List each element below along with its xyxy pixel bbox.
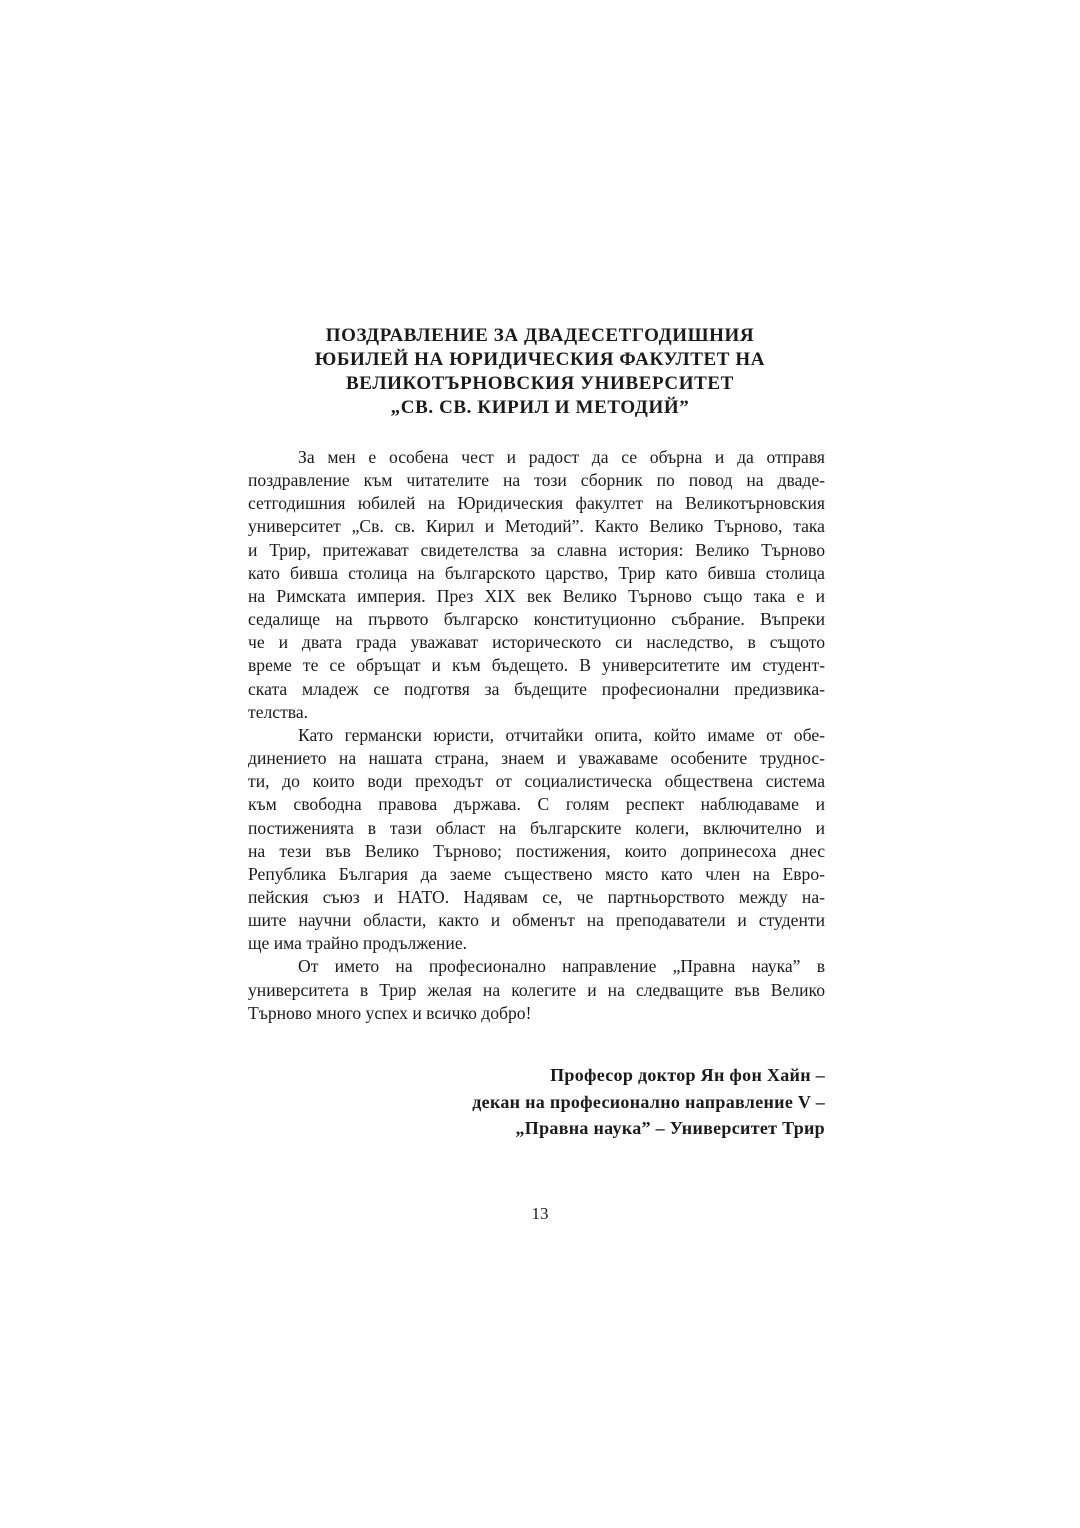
signature-line: Професор доктор Ян фон Хайн –	[550, 1065, 825, 1085]
paragraph-2	[248, 724, 825, 956]
text-line: време те се обръщат и към бъдещето. В университетите им студент-	[248, 655, 825, 676]
text-line: на Римската империя. През XIX век Велико Търново също така е и	[248, 585, 825, 606]
text-line: Търново много успех и всичко добро!	[248, 1002, 532, 1023]
signature-line: декан на професионално направление V –	[472, 1091, 825, 1112]
text-line: От името на професионално направление „Правна наука” в	[298, 956, 825, 977]
text-line: ската младеж се подготвя за бъдещите професионални предизвика-	[248, 678, 825, 699]
signature-block	[380, 1062, 825, 1142]
title-line: ВЕЛИКОТЪРНОВСКИЯ УНИВЕРСИТЕТ	[346, 373, 734, 394]
text-line: телства.	[248, 701, 309, 722]
title-line: ЮБИЛЕЙ НА ЮРИДИЧЕСКИЯ ФАКУЛТЕТ НА	[314, 349, 766, 370]
text-line: и Трир, притежават свидетелства за славна история: Велико Търново	[248, 539, 825, 560]
text-line: университета в Трир желая на колегите и на следващите във Велико	[248, 979, 825, 1000]
signature-line: „Правна наука” – Университет Трир	[515, 1118, 825, 1138]
body-text	[248, 446, 825, 1025]
text-line: университет „Св. св. Кирил и Методий”. Както Велико Търново, така	[248, 516, 825, 537]
text-line: Република България да заеме съществено място като член на Евро-	[248, 863, 825, 884]
text-line: ти, до които води преходът от социалистическа обществена система	[248, 771, 825, 792]
text-line: към свободна правова държава. С голям респект наблюдаваме и	[248, 794, 825, 815]
text-line: на тези във Велико Търново; постижения, които допринесоха днес	[248, 840, 825, 861]
text-line: поздравление към читателите на този сборник по повод на дваде-	[248, 470, 825, 491]
text-line: постиженията в тази област на българските колеги, включително и	[248, 817, 825, 838]
text-line: ще има трайно продължение.	[248, 933, 468, 954]
text-line: Като германски юристи, отчитайки опита, който имаме от обе-	[298, 724, 825, 745]
text-line: че и двата града уважават историческото си наследство, в същото	[248, 632, 825, 653]
text-line: динението на нашата страна, знаем и уважаваме особените труднос-	[248, 748, 825, 769]
paragraph-3	[248, 955, 825, 1024]
text-line: шите научни области, както и обменът на преподаватели и студенти	[248, 910, 825, 931]
text-line: пейския съюз и НАТО. Надявам се, че партньорството между на-	[248, 886, 825, 907]
title-line: „СВ. СВ. КИРИЛ И МЕТОДИЙ”	[390, 397, 690, 418]
title-line: ПОЗДРАВЛЕНИЕ ЗА ДВАДЕСЕТГОДИШНИЯ	[325, 325, 755, 346]
paragraph-1	[248, 446, 825, 724]
text-line: За мен е особена чест и радост да се обърна и да отправя	[298, 447, 825, 467]
text-line: като бивша столица на българското царство, Трир като бивша столица	[248, 562, 825, 583]
page-number: 13	[531, 1204, 549, 1223]
text-line: сетгодишния юбилей на Юридическия факултет на Великотърновския	[248, 493, 825, 514]
text-line: седалище на първото българско конституционно събрание. Въпреки	[248, 609, 825, 630]
article-title	[248, 324, 832, 420]
